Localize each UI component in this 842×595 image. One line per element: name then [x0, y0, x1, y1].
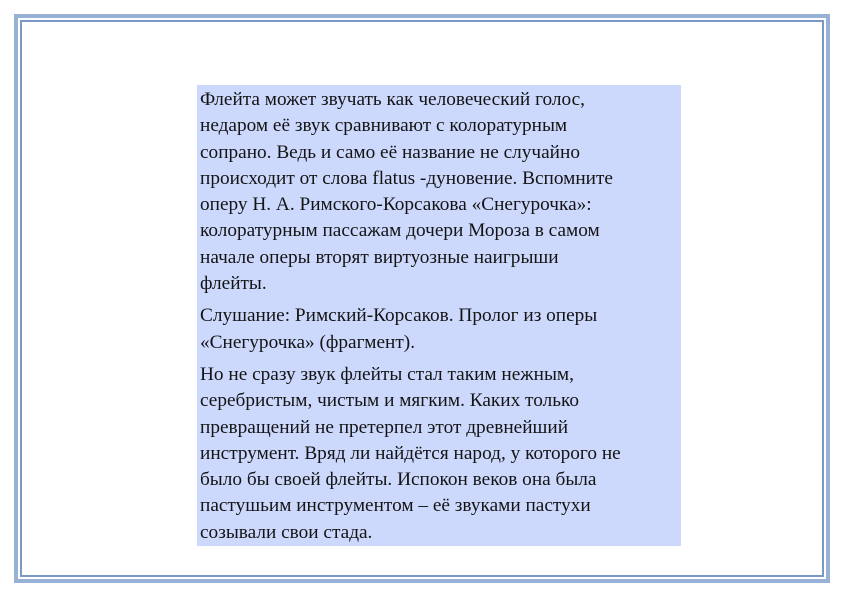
paragraph-flute-voice: [200, 87, 681, 297]
text-line: флейты.: [200, 273, 267, 295]
text-line: инструмент. Вряд ли найдётся народ, у которого не: [200, 442, 621, 464]
paragraph-listening: [200, 303, 681, 356]
text-line: Флейта может звучать как человеческий голос,: [200, 89, 586, 110]
text-line: начале оперы вторят виртуозные наигрыши: [200, 246, 559, 268]
text-line: «Снегурочка» (фрагмент).: [200, 331, 416, 353]
text-line: пастушьим инструментом – её звуками пастухи: [200, 495, 591, 517]
text-line: превращений не претерпел этот древнейший: [200, 416, 569, 438]
text-line: сопрано. Ведь и само её название не случайно: [200, 141, 580, 163]
text-line: созывали свои стада.: [200, 521, 373, 543]
paragraph-flute-history: [200, 362, 681, 546]
text-line: колоратурным пассажам дочери Мороза в самом: [200, 220, 600, 242]
text-line: Слушание: Римский-Корсаков. Пролог из оперы: [200, 305, 598, 327]
text-line: Но не сразу звук флейты стал таким нежным,: [200, 363, 574, 385]
text-line: серебристым, чистым и мягким. Каких только: [200, 390, 580, 412]
text-line: оперу Н. А. Римского-Корсакова «Снегурочка»:: [200, 194, 592, 216]
text-box: [197, 85, 681, 546]
text-line: недаром её звук сравнивают с колоратурным: [200, 115, 568, 137]
text-line: происходит от слова flatus -дуновение. Вспомните: [200, 167, 613, 189]
text-line: было бы своей флейты. Испокон веков она была: [200, 469, 597, 491]
